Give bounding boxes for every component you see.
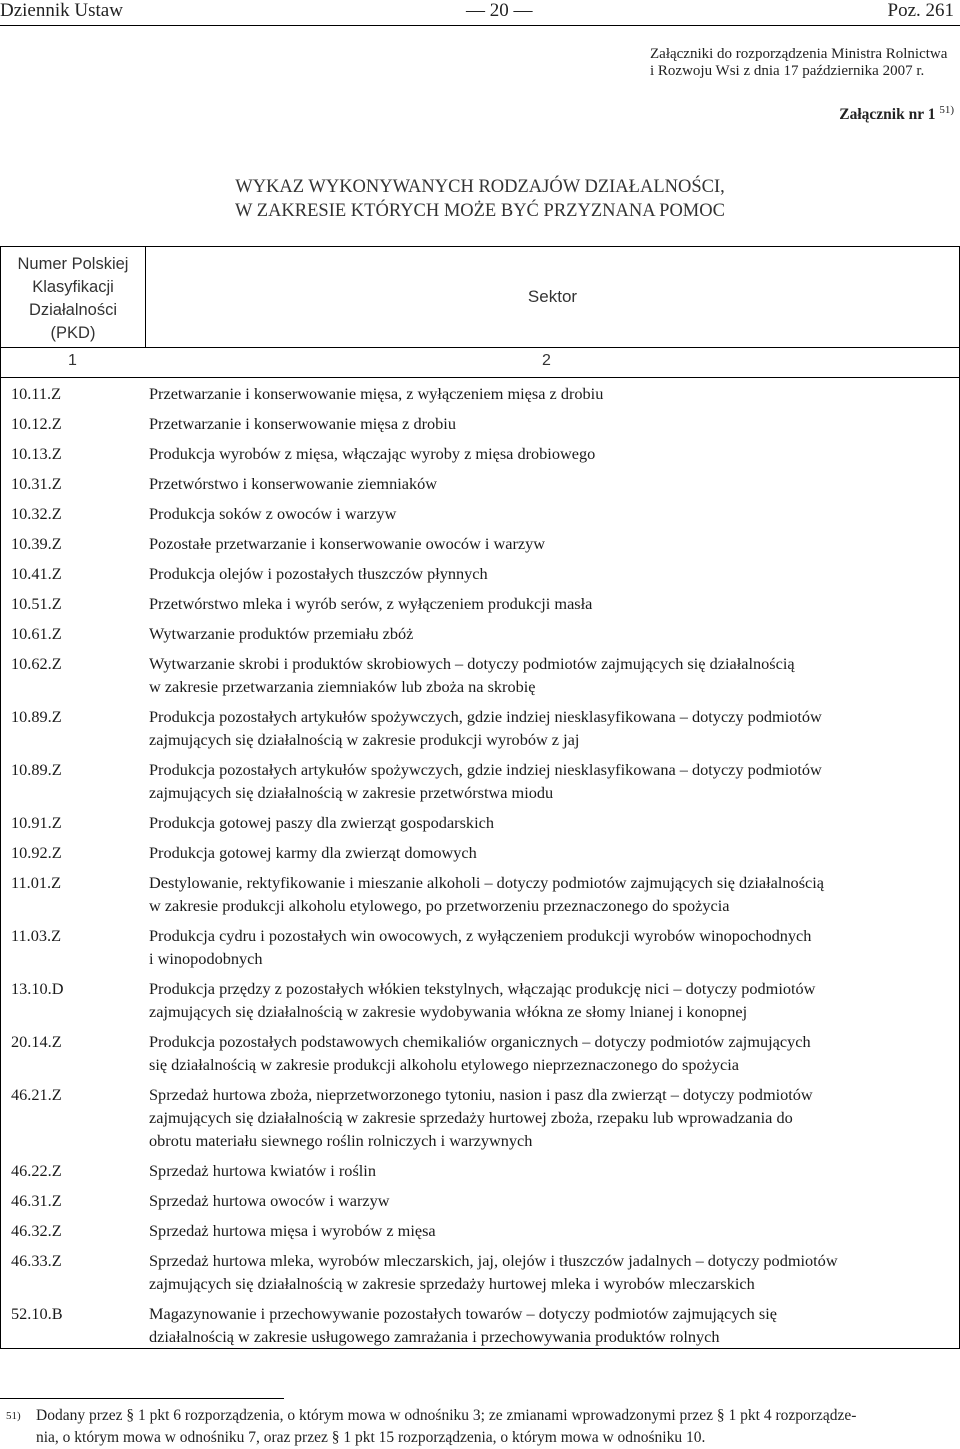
sector-line: Wytwarzanie produktów przemiału zbóż [149, 624, 414, 643]
pkd-code: 10.61.Z [11, 624, 62, 643]
sector-line: Przetwórstwo i konserwowanie ziemniaków [149, 474, 438, 493]
header-pkd-line: Numer Polskiej [17, 255, 129, 273]
sector-description [149, 652, 955, 698]
sector-line: Produkcja cydru i pozostałych win owocowych, z wyłączeniem produkcji wyrobów winopochodnych [149, 926, 812, 945]
sector-line: Wytwarzanie skrobi i produktów skrobiowych – dotyczy podmiotów zajmujących się działalnością [149, 654, 795, 673]
sector-line: obrotu materiału siewnego roślin rolniczych i warzywnych [149, 1131, 533, 1150]
pkd-code: 10.92.Z [11, 843, 62, 862]
sector-line: Destylowanie, rektyfikowanie i mieszanie alkoholi – dotyczy podmiotów zajmujących się działalnością [149, 873, 825, 892]
pkd-code: 10.89.Z [11, 760, 62, 779]
sector-line: Produkcja olejów i pozostałych tłuszczów płynnych [149, 564, 488, 583]
sector-line: Sprzedaż hurtowa zboża, nieprzetworzonego tytoniu, nasion i pasz dla zwierząt – dotyczy podmiotów [149, 1085, 813, 1104]
sector-description [149, 532, 955, 555]
sector-description [149, 1249, 955, 1295]
annex-footnote-ref: 51) [939, 104, 954, 116]
pkd-code: 10.39.Z [11, 534, 62, 553]
pkd-code: 13.10.D [11, 979, 64, 998]
sector-line: Pozostałe przetwarzanie i konserwowanie owoców i warzyw [149, 534, 546, 553]
sector-line: Przetwarzanie i konserwowanie mięsa, z wyłączeniem mięsa z drobiu [149, 384, 604, 403]
pkd-code: 10.31.Z [11, 474, 62, 493]
pkd-code: 46.22.Z [11, 1161, 62, 1180]
pkd-table [0, 246, 960, 1349]
sector-line: Produkcja pozostałych artykułów spożywczych, gdzie indziej niesklasyfikowana – dotyczy podmiotów [149, 760, 822, 779]
column-number-2: 2 [542, 352, 551, 369]
annex-note [650, 46, 947, 80]
sector-line: w zakresie przetwarzania ziemniaków lub zboża na skrobię [149, 677, 536, 696]
sector-description [149, 977, 955, 1023]
sector-line: Produkcja pozostałych artykułów spożywczych, gdzie indziej niesklasyfikowana – dotyczy podmiotów [149, 707, 822, 726]
sector-line: zajmujących się działalnością w zakresie produkcji wyrobów z jaj [149, 730, 580, 749]
header-pkd-line: Działalności [28, 301, 118, 319]
sector-line: zajmujących się działalnością w zakresie wydobywania włókna ze słomy lnianej i konopnej [149, 1002, 748, 1021]
sector-line: Sprzedaż hurtowa mięsa i wyrobów z mięsa [149, 1221, 436, 1240]
sector-description [149, 1030, 955, 1076]
pkd-code: 46.21.Z [11, 1085, 62, 1104]
sector-description [149, 382, 955, 405]
header-pkd-line: (PKD) [50, 324, 96, 342]
sector-description [149, 841, 955, 864]
sector-description [149, 705, 955, 751]
sector-line: działalnością w zakresie usługowego zamrażania i przechowywania produktów rolnych [149, 1327, 720, 1346]
pkd-code: 10.62.Z [11, 654, 62, 673]
footnote-mark: 51) [6, 1410, 21, 1422]
sector-line: Przetwarzanie i konserwowanie mięsa z drobiu [149, 414, 456, 433]
sector-description [149, 1189, 955, 1212]
sector-description [149, 1219, 955, 1242]
title-line-2: W ZAKRESIE KTÓRYCH MOŻE BYĆ PRZYZNANA POMOC [235, 201, 725, 221]
pkd-code: 11.01.Z [11, 873, 62, 892]
footnote-line-2: nia, o którym mowa w odnośniku 7, oraz przez § 1 pkt 15 rozporządzenia, o którym mowa w odnośniku 10. [36, 1429, 706, 1446]
pkd-code: 46.32.Z [11, 1221, 62, 1240]
sector-description [149, 924, 955, 970]
footnote-text [36, 1405, 856, 1449]
annex-note-line-2: i Rozwoju Wsi z dnia 17 października 2007 r. [650, 63, 925, 79]
sector-description [149, 758, 955, 804]
footnote-rule [0, 1398, 284, 1399]
footnote-line-1: Dodany przez § 1 pkt 6 rozporządzenia, o którym mowa w odnośniku 3; ze zmianami wprowadzonymi przez § 1 pkt 4 rozporządze- [36, 1407, 857, 1424]
document-title [0, 175, 960, 223]
sector-description [149, 622, 955, 645]
annex-note-line-1: Załączniki do rozporządzenia Ministra Rolnictwa [650, 46, 948, 62]
sector-line: zajmujących się działalnością w zakresie sprzedaży hurtowej mleka i wyrobów mleczarskich [149, 1274, 755, 1293]
sector-line: Sprzedaż hurtowa kwiatów i roślin [149, 1161, 376, 1180]
pkd-code: 10.32.Z [11, 504, 62, 523]
sector-line: Przetwórstwo mleka i wyrób serów, z wyłączeniem produkcji masła [149, 594, 593, 613]
sector-line: w zakresie produkcji alkoholu etylowego, po przetworzeniu przeznaczonego do spożycia [149, 896, 730, 915]
annex-label [839, 104, 954, 124]
sector-line: Produkcja wyrobów z mięsa, włączając wyroby z mięsa drobiowego [149, 444, 596, 463]
pkd-code: 10.89.Z [11, 707, 62, 726]
pkd-code: 52.10.B [11, 1304, 63, 1323]
pkd-code: 10.51.Z [11, 594, 62, 613]
sector-description [149, 871, 955, 917]
sector-line: Produkcja soków z owoców i warzyw [149, 504, 397, 523]
pkd-code: 46.31.Z [11, 1191, 62, 1210]
sector-line: Produkcja przędzy z pozostałych włókien tekstylnych, włączając produkcję nici – dotyczy podmiotów [149, 979, 816, 998]
header-sector: Sektor [527, 287, 578, 306]
sector-line: Magazynowanie i przechowywanie pozostałych towarów – dotyczy podmiotów zajmujących się [149, 1304, 777, 1323]
sector-description [149, 502, 955, 525]
sector-description [149, 562, 955, 585]
pkd-code: 10.11.Z [11, 384, 62, 403]
header-rule-2 [1, 377, 959, 378]
header-pkd-line: Klasyfikacji [32, 278, 114, 296]
sector-line: Sprzedaż hurtowa owoców i warzyw [149, 1191, 390, 1210]
header-rule [0, 25, 960, 26]
sector-line: i winopodobnych [149, 949, 263, 968]
annex-label-text: Załącznik nr 1 [839, 106, 936, 124]
title-line-1: WYKAZ WYKONYWANYCH RODZAJÓW DZIAŁALNOŚCI, [235, 177, 725, 197]
pkd-code: 46.33.Z [11, 1251, 62, 1270]
column-number-1: 1 [68, 352, 77, 369]
sector-description [149, 1159, 955, 1182]
page-number: — 20 — [466, 0, 533, 21]
page-header [0, 0, 960, 22]
sector-description [149, 412, 955, 435]
sector-line: Sprzedaż hurtowa mleka, wyrobów mleczarskich, jaj, olejów i tłuszczów jadalnych – dotyczy podmiotów [149, 1251, 838, 1270]
position-number: Poz. 261 [887, 0, 954, 21]
pkd-code: 10.12.Z [11, 414, 62, 433]
pkd-code: 10.91.Z [11, 813, 62, 832]
sector-line: Produkcja pozostałych podstawowych chemikaliów organicznych – dotyczy podmiotów zajmujących [149, 1032, 811, 1051]
sector-description [149, 1302, 955, 1348]
header-pkd [1, 253, 145, 345]
header-rule-1 [1, 347, 959, 348]
sector-line: Produkcja gotowej paszy dla zwierząt gospodarskich [149, 813, 494, 832]
sector-description [149, 442, 955, 465]
pkd-code: 11.03.Z [11, 926, 62, 945]
sector-line: zajmujących się działalnością w zakresie przetwórstwa miodu [149, 783, 554, 802]
journal-name: Dziennik Ustaw [0, 0, 123, 21]
pkd-code: 20.14.Z [11, 1032, 62, 1051]
pkd-code: 10.13.Z [11, 444, 62, 463]
sector-line: Produkcja gotowej karmy dla zwierząt domowych [149, 843, 477, 862]
pkd-code: 10.41.Z [11, 564, 62, 583]
sector-line: zajmujących się działalnością w zakresie sprzedaży hurtowej zboża, rzepaku lub wprowadzania do [149, 1108, 793, 1127]
sector-description [149, 592, 955, 615]
sector-description [149, 1083, 955, 1152]
sector-description [149, 472, 955, 495]
sector-description [149, 811, 955, 834]
sector-line: się działalnością w zakresie produkcji alkoholu etylowego nieprzeznaczonego do spożycia [149, 1055, 739, 1074]
